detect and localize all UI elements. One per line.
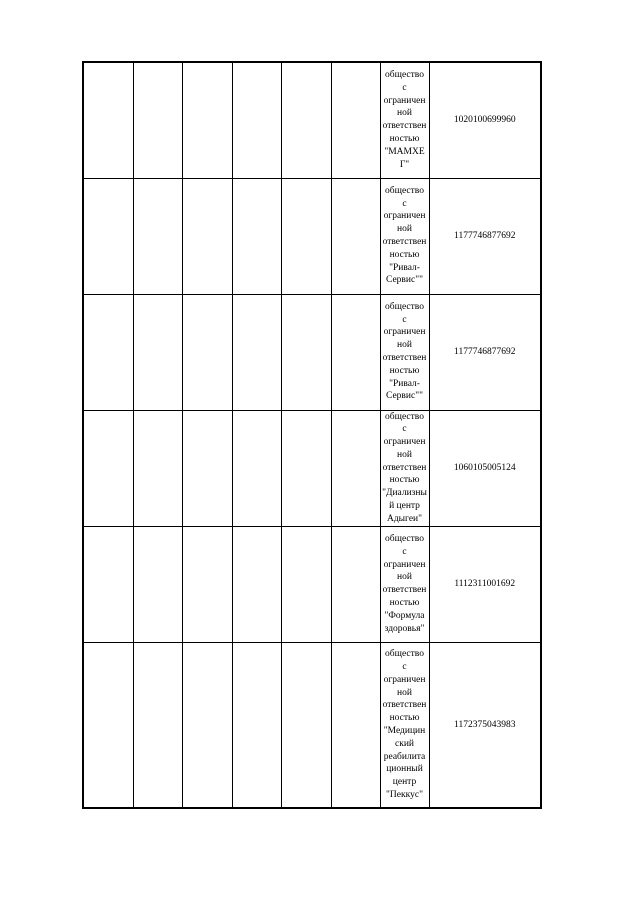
empty-cell (281, 410, 331, 526)
table-row (83, 178, 541, 294)
organization-name-line: общество (385, 411, 424, 422)
ogrn-cell: 1172375043983 (429, 642, 541, 808)
organization-name-line: с (402, 198, 407, 209)
organization-name-line: ной (397, 449, 412, 460)
organization-name-line: "Ривал- (389, 378, 420, 389)
organization-name-line: ционный (386, 764, 423, 775)
organization-name-line: здоровья" (384, 623, 425, 634)
organization-name-line: ответствен (382, 353, 427, 363)
organization-name-line: ограничен (383, 211, 426, 222)
organization-name-line: "Медицин (383, 725, 426, 736)
empty-cell (83, 526, 133, 642)
organization-name-line: с (402, 546, 407, 557)
organization-name-line: с (402, 82, 407, 93)
organization-name-line: ограничен (383, 327, 426, 338)
organization-name-line: общество (385, 533, 424, 544)
ogrn-cell: 1112311001692 (429, 526, 541, 642)
organization-name-line: Сервис"" (386, 275, 423, 286)
organization-name-line: ной (397, 340, 412, 351)
organization-name-line: реабилита (383, 751, 426, 762)
organization-name-line: ответствен (382, 237, 427, 247)
organization-name-line: ностью (389, 475, 420, 486)
empty-cell (182, 294, 232, 410)
table-row (83, 642, 541, 808)
table-row (83, 410, 541, 526)
organization-name-line: ский (395, 738, 414, 749)
organization-name-cell (380, 642, 429, 808)
organization-name-line: ответствен (382, 121, 427, 132)
empty-cell (83, 294, 133, 410)
organization-name-line: ной (397, 572, 412, 583)
empty-cell (281, 178, 331, 294)
ogrn-cell: 1177746877692 (429, 294, 541, 410)
empty-cell (331, 62, 380, 178)
empty-cell (182, 62, 232, 178)
organization-name-line: ограничен (383, 674, 426, 685)
organization-name-line: "Формула (384, 610, 425, 621)
empty-cell (281, 526, 331, 642)
organization-name-cell (380, 526, 429, 642)
empty-cell (232, 642, 281, 808)
empty-cell (331, 526, 380, 642)
organization-name-line: ностью (389, 134, 420, 145)
empty-cell (83, 178, 133, 294)
table-row (83, 62, 541, 178)
organization-name-line: "МАМХЕ (384, 146, 425, 157)
organization-name-line: ной (397, 108, 412, 119)
empty-cell (182, 642, 232, 808)
organization-name-line: ограничен (383, 95, 426, 106)
empty-cell (83, 410, 133, 526)
empty-cell (281, 642, 331, 808)
organization-name-cell (380, 62, 429, 178)
empty-cell (182, 410, 232, 526)
empty-cell (331, 642, 380, 808)
organization-name-line: общество (385, 185, 424, 196)
table-row (83, 294, 541, 410)
organization-name-line: Сервис"" (386, 391, 423, 402)
empty-cell (232, 62, 281, 178)
table-body (83, 62, 541, 808)
organization-name-line: ответствен (382, 700, 427, 711)
organization-name-line: с (402, 314, 407, 325)
organization-name-line: ностью (389, 249, 420, 260)
empty-cell (133, 294, 182, 410)
organization-name-cell (380, 178, 429, 294)
empty-cell (83, 642, 133, 808)
empty-cell (281, 294, 331, 410)
organization-name-line: Адыгеи" (386, 513, 423, 524)
empty-cell (232, 526, 281, 642)
organization-name-line: ной (397, 224, 412, 235)
empty-cell (331, 410, 380, 526)
organization-name-line: Г" (399, 159, 410, 170)
organization-name-line: общество (385, 649, 424, 660)
empty-cell (133, 178, 182, 294)
empty-cell (232, 410, 281, 526)
empty-cell (232, 178, 281, 294)
empty-cell (232, 294, 281, 410)
organization-name-cell (380, 294, 429, 410)
empty-cell (182, 178, 232, 294)
organization-name-line: ностью (389, 365, 420, 376)
organization-name-line: "Ривал- (389, 262, 420, 273)
empty-cell (331, 178, 380, 294)
organization-name-line: центр (392, 777, 417, 788)
table-row (83, 526, 541, 642)
empty-cell (133, 62, 182, 178)
organization-name-line: с (402, 661, 407, 672)
organization-name-line: общество (385, 301, 424, 312)
organization-name-cell (380, 410, 429, 526)
empty-cell (182, 526, 232, 642)
organization-name-line: ностью (389, 597, 420, 608)
organization-name-line: й центр (389, 501, 420, 512)
organization-name-line: "Пеккус" (386, 789, 423, 800)
organization-name-line: ограничен (383, 437, 426, 448)
registry-table (82, 61, 542, 809)
ogrn-cell: 1177746877692 (429, 178, 541, 294)
organization-name-line: ответствен (382, 585, 427, 596)
empty-cell (133, 410, 182, 526)
empty-cell (133, 642, 182, 808)
ogrn-cell: 1020100699960 (429, 62, 541, 178)
organization-name-line: с (402, 424, 407, 435)
empty-cell (83, 62, 133, 178)
organization-name-line: общество (385, 70, 424, 81)
empty-cell (331, 294, 380, 410)
organization-name-line: ограничен (383, 559, 426, 570)
empty-cell (281, 62, 331, 178)
organization-name-line: ностью (389, 713, 420, 724)
organization-name-line: ной (397, 687, 412, 698)
organization-name-line: ответствен (382, 462, 427, 473)
organization-name-line: "Диализны (382, 488, 427, 499)
ogrn-cell: 1060105005124 (429, 410, 541, 526)
empty-cell (133, 526, 182, 642)
